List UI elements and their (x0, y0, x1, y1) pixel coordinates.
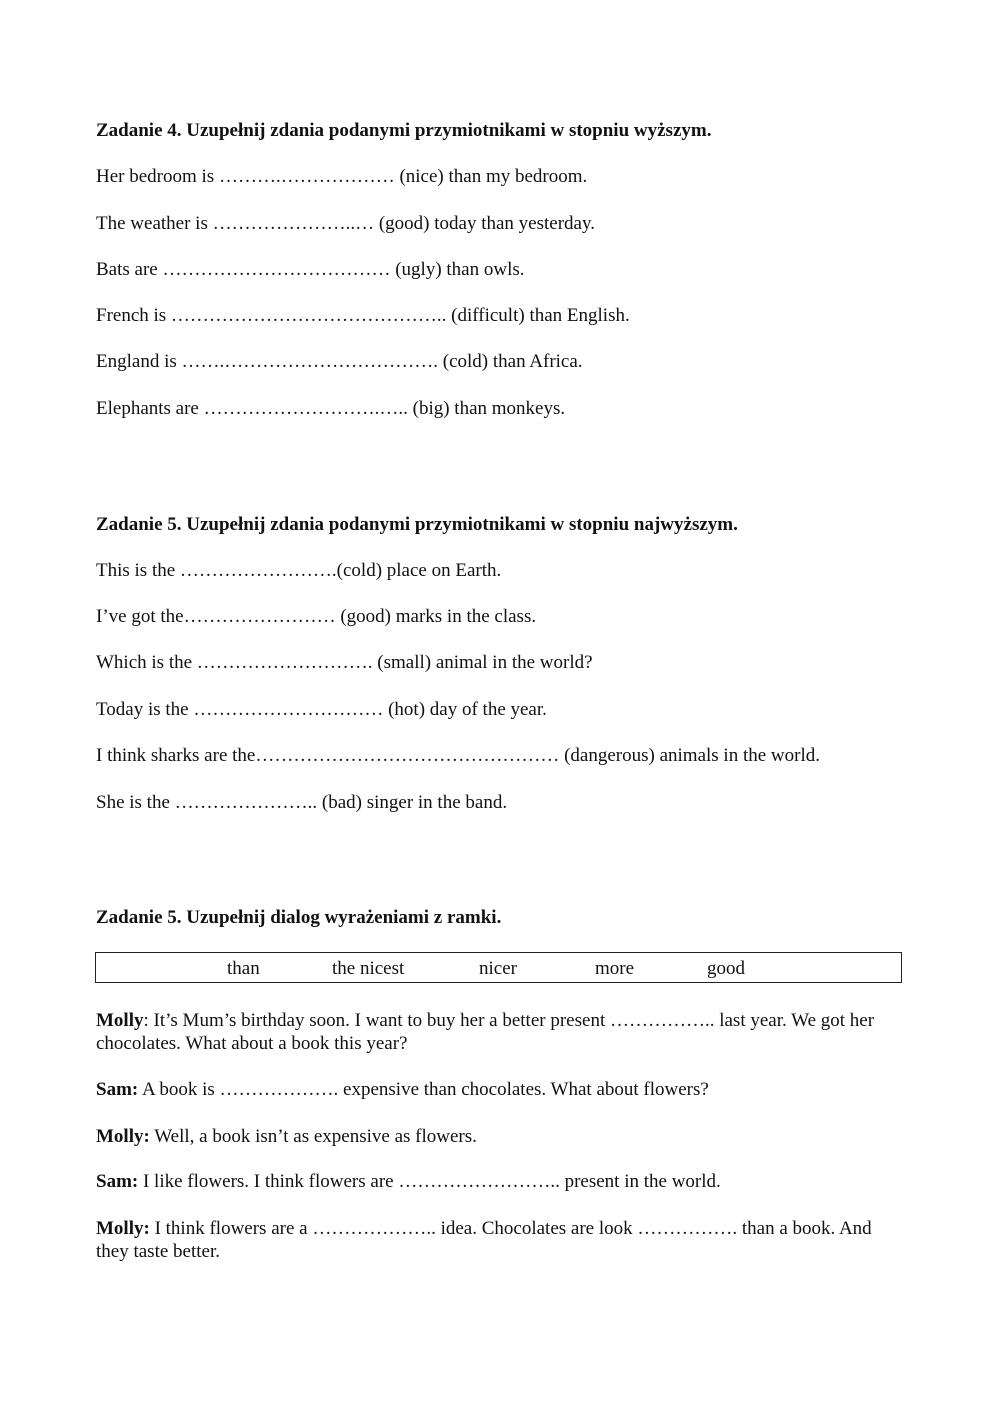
dialog-speaker: Sam: (96, 1171, 139, 1192)
task5a-sentence-6: She is the ………………….. (bad) singer in the band. (96, 792, 508, 813)
dialog-text: I think flowers are a ……………….. idea. Chocolates are look ……………. than a book. And they taste better. (96, 1218, 872, 1262)
task4-sentence-1: Her bedroom is ……….……………… (nice) than my bedroom. (96, 166, 588, 187)
word-box-item-than: than (227, 958, 260, 979)
task5a-sentence-4: Today is the ………………………… (hot) day of the year. (96, 699, 547, 720)
dialog-text: Well, a book isn’t as expensive as flowers. (154, 1126, 477, 1147)
task4-sentence-2: The weather is …………………..… (good) today than yesterday. (96, 213, 595, 234)
dialog-text: I like flowers. I think flowers are …………………….. present in the world. (142, 1171, 721, 1192)
dialog-speaker: Molly (96, 1010, 144, 1031)
task5a-heading: Zadanie 5. Uzupełnij zdania podanymi przymiotnikami w stopniu najwyższym. (96, 514, 738, 535)
dialog-line-1 (96, 1009, 906, 1055)
dialog-speaker: Sam: (96, 1079, 139, 1100)
dialog-line-3 (96, 1125, 906, 1148)
dialog-line-2 (96, 1078, 906, 1101)
task4-sentence-3: Bats are ……………………………… (ugly) than owls. (96, 259, 525, 280)
dialog-line-4 (96, 1170, 906, 1193)
word-box-item-the-nicest: the nicest (332, 958, 405, 979)
word-box (95, 952, 902, 983)
task4-sentence-4: French is …………………………………….. (difficult) than English. (96, 305, 630, 326)
dialog-text: It’s Mum’s birthday soon. I want to buy her a better present …………….. last year. We got her chocolates. What about a book this year? (96, 1010, 875, 1054)
task5a-sentence-5: I think sharks are the………………………………………… (dangerous) animals in the world. (96, 745, 820, 766)
dialog-text: A book is ………………. expensive than chocolates. What about flowers? (141, 1079, 709, 1100)
dialog-speaker: Molly: (96, 1218, 150, 1239)
task5a-sentence-3: Which is the ………………………. (small) animal in the world? (96, 652, 593, 673)
task4-sentence-5: England is …….……………………………. (cold) than Africa. (96, 351, 583, 372)
word-box-item-more: more (595, 958, 635, 979)
dialog-speaker: Molly: (96, 1126, 150, 1147)
task5a-sentence-2: I’ve got the…………………… (good) marks in the class. (96, 606, 537, 627)
task4-sentence-6: Elephants are ……………………….….. (big) than monkeys. (96, 398, 566, 419)
word-box-item-nicer: nicer (479, 958, 517, 979)
word-box-item-good: good (707, 958, 745, 979)
task5a-sentence-1: This is the …………………….(cold) place on Earth. (96, 560, 502, 581)
task5b-heading: Zadanie 5. Uzupełnij dialog wyrażeniami z ramki. (96, 907, 502, 928)
task4-heading: Zadanie 4. Uzupełnij zdania podanymi przymiotnikami w stopniu wyższym. (96, 120, 712, 141)
dialog-separator: : (143, 1010, 154, 1031)
dialog-line-5 (96, 1217, 906, 1263)
